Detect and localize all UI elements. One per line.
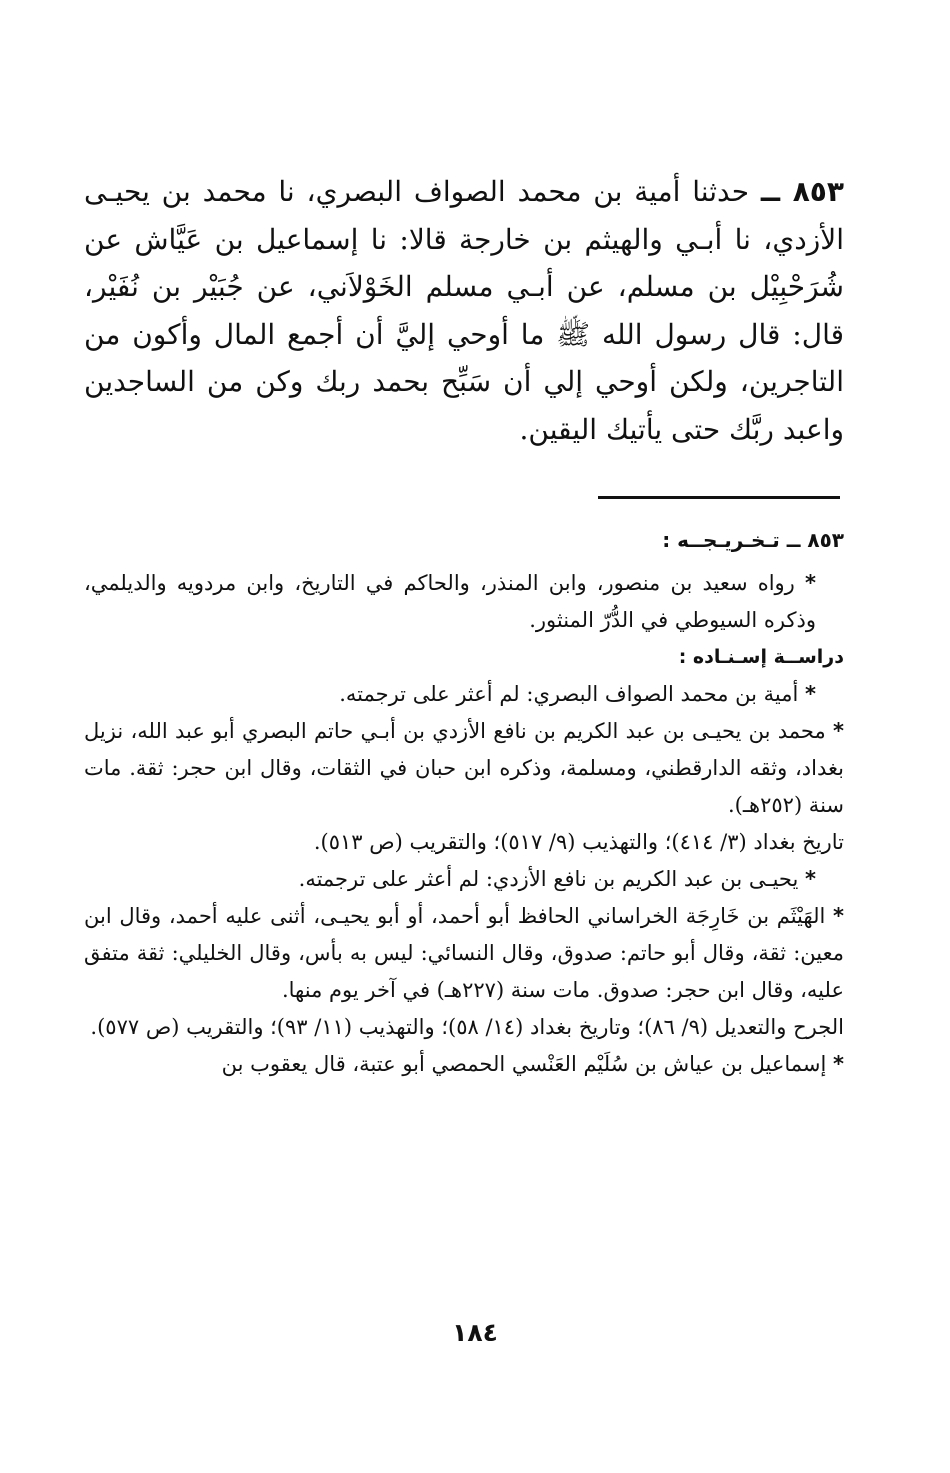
page-number: ١٨٤ <box>452 1318 498 1347</box>
bullet-mark: * <box>805 867 816 891</box>
isnad-items <box>84 676 844 1083</box>
isnad-item-text: تاريخ بغداد (٣/ ٤١٤)؛ والتهذيب (٩/ ٥١٧)؛ والتقريب (ص ٥١٣). <box>313 830 844 854</box>
isnad-item <box>84 713 844 824</box>
isnad-item-text: محمد بن يحيـى بن عبد الكريم بن نافع الأزدي بن أبـي حاتم البصري أبو عبد الله، نزيل بغداد، وثقه الدارقطني، ومسلمة، وذكره ابن حبان في الثقات، وقال ابن حجر: ثقة. مات سنة (٢٥٢هـ). <box>84 719 844 817</box>
footnote-separator <box>598 496 840 499</box>
isnad-item <box>84 861 844 898</box>
takhrij-paragraph <box>84 565 844 639</box>
takhrij-heading: ٨٥٣ ــ تـخـريـجــه : <box>662 528 844 552</box>
isnad-item <box>84 1046 844 1083</box>
isnad-item-text: يحيـى بن عبد الكريم بن نافع الأزدي: لم أعثر على ترجمته. <box>298 867 799 891</box>
isnad-item <box>84 676 844 713</box>
isnad-heading: دراســة إسـنـاده : <box>678 646 844 668</box>
hadith-paragraph <box>84 168 844 453</box>
bullet-mark: * <box>833 904 844 928</box>
bullet-mark: * <box>805 682 816 706</box>
hadith-text-block <box>84 168 844 453</box>
takhrij-text: رواه سعيد بن منصور، وابن المنذر، والحاكم في التاريخ، وابن مردويه والديلمي، وذكره السيوطي في الدُّرّ المنثور. <box>84 571 816 632</box>
isnad-item <box>84 824 844 861</box>
isnad-item-text: إسماعيل بن عياش بن سُلَيْم العَنْسي الحمصي أبو عتبة، قال يعقوب بن <box>221 1052 827 1076</box>
bullet-mark: * <box>833 1052 844 1076</box>
isnad-item-text: الجرح والتعديل (٩/ ٨٦)؛ وتاريخ بغداد (١٤/ ٥٨)؛ والتهذيب (١١/ ٩٣)؛ والتقريب (ص ٥٧٧). <box>90 1015 844 1039</box>
hadith-body: حدثنا أمية بن محمد الصواف البصري، نا محمد بن يحيـى الأزدي، نا أبـي والهيثم بن خارجة قالا: نا إسماعيل بن عَيَّاش عن شُرَحْبِيْل بن مسلم، عن أبـي مسلم الخَوْلاَني، عن جُبَيْر بن نُفَيْر، قال: قال رسول الله ﷺ ما أوحي إليَّ أن أجمع المال وأكون من التاجرين، ولكن أوحي إلي أن سَبِّح بحمد ربك وكن من الساجدين واعبد ربَّك حتى يأتيك اليقين. <box>84 175 844 446</box>
hadith-number: ٨٥٣ ــ <box>760 175 844 208</box>
bullet-mark: * <box>833 719 844 743</box>
isnad-item-text: أمية بن محمد الصواف البصري: لم أعثر على ترجمته. <box>339 682 799 706</box>
footnotes-block <box>84 522 844 1083</box>
isnad-item <box>84 898 844 1009</box>
isnad-item <box>84 1009 844 1046</box>
bullet-mark: * <box>805 571 816 595</box>
isnad-item-text: الهَيْثَم بن خَارِجَة الخراساني الحافظ أبو أحمد، أو أبو يحيـى، أثنى عليه أحمد، وقال ابن معين: ثقة، وقال أبو حاتم: صدوق، وقال النسائي: ليس به بأس، وقال الخليلي: ثقة متفق عليه، وقال ابن حجر: صدوق. مات سنة (٢٢٧هـ) في آخر يوم منها. <box>84 904 844 1002</box>
